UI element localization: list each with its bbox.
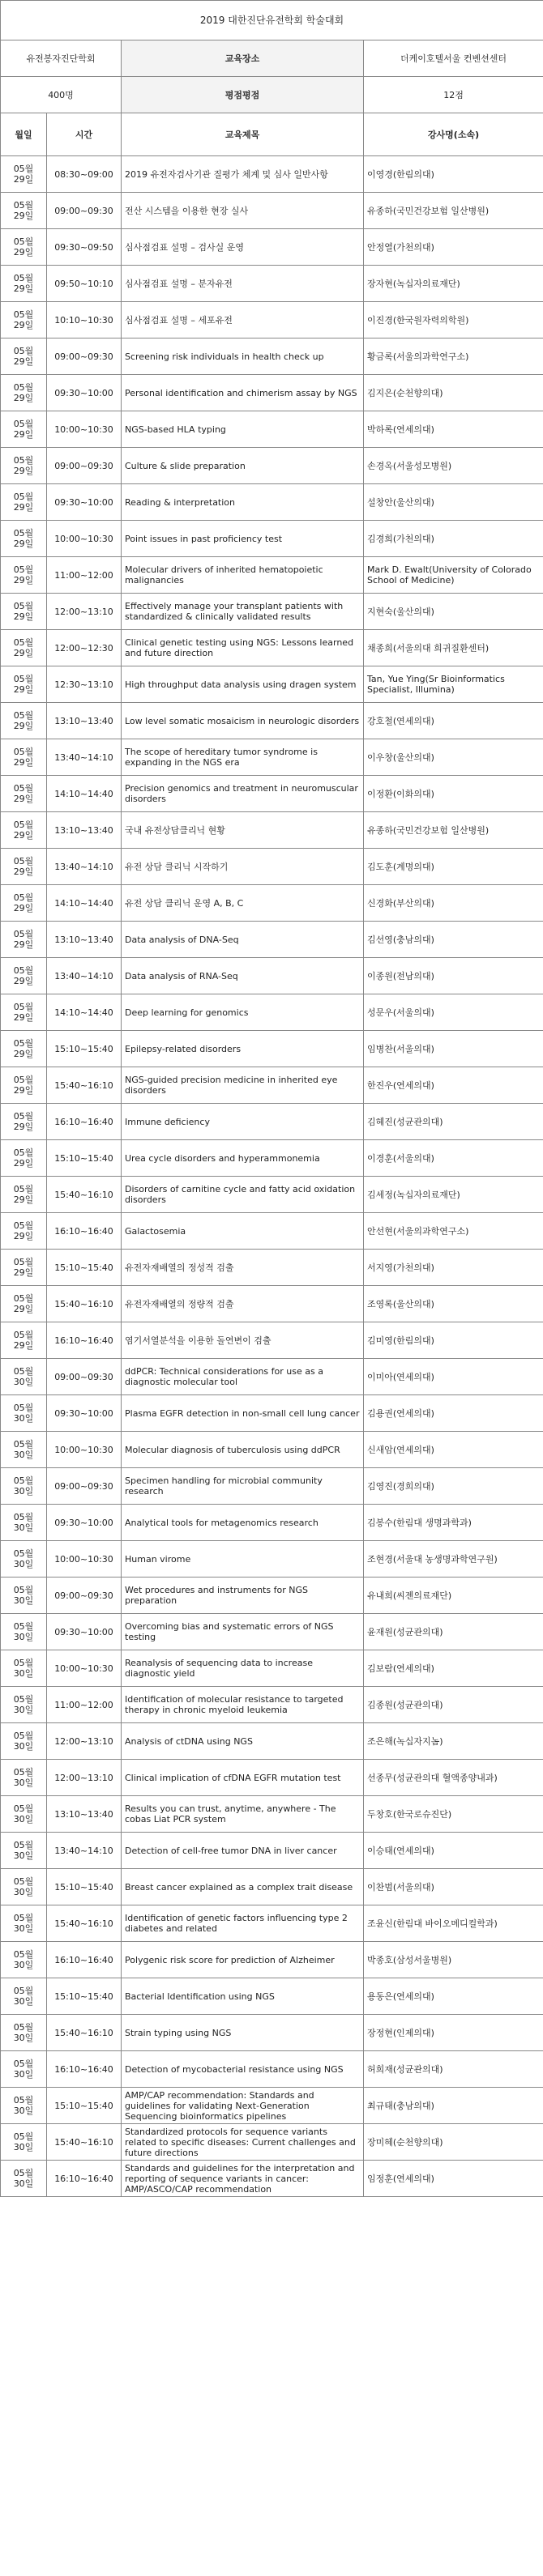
row-time: 16:10~16:40 [47, 2051, 122, 2088]
row-speaker: 임정훈(연세의대) [364, 2161, 543, 2197]
row-title: 2019 유전자검사기관 질평가 체계 및 심사 일반사항 [122, 156, 364, 193]
row-speaker: 황금록(서울의과학연구소) [364, 338, 543, 375]
row-date: 05월 30일 [1, 1978, 47, 2015]
row-date: 05월 29일 [1, 521, 47, 557]
row-title: Immune deficiency [122, 1104, 364, 1140]
row-date: 05월 30일 [1, 1505, 47, 1541]
row-title: Wet procedures and instruments for NGS preparation [122, 1578, 364, 1614]
row-date: 05월 29일 [1, 557, 47, 594]
row-speaker: 이영경(한림의대) [364, 156, 543, 193]
row-time: 09:00~09:30 [47, 193, 122, 229]
row-speaker: 김세정(녹십자의료재단) [364, 1177, 543, 1213]
row-title: High throughput data analysis using dragen system [122, 666, 364, 703]
row-date: 05월 30일 [1, 1723, 47, 1760]
table-row [1, 1760, 543, 1796]
row-date: 05월 29일 [1, 849, 47, 885]
row-title: Human virome [122, 1541, 364, 1578]
row-title: Molecular drivers of inherited hematopoietic malignancies [122, 557, 364, 594]
row-date: 05월 29일 [1, 885, 47, 922]
table-row [1, 1213, 543, 1250]
row-time: 12:00~13:10 [47, 1723, 122, 1760]
row-title: Analysis of ctDNA using NGS [122, 1723, 364, 1760]
row-title: 유전자재배열의 정량적 검출 [122, 1286, 364, 1322]
table-row [1, 2051, 543, 2088]
row-speaker: 허희재(성균관의대) [364, 2051, 543, 2088]
row-date: 05월 29일 [1, 229, 47, 266]
row-title: Standardized protocols for sequence variants related to specific diseases: Current challenges and future directions [122, 2124, 364, 2161]
row-time: 09:30~10:00 [47, 1614, 122, 1650]
row-title: Clinical implication of cfDNA EGFR mutation test [122, 1760, 364, 1796]
row-speaker: 김미영(한림의대) [364, 1322, 543, 1359]
row-speaker: 유내희(씨젠의료재단) [364, 1578, 543, 1614]
table-row [1, 739, 543, 776]
row-title: Deep learning for genomics [122, 994, 364, 1031]
row-date: 05월 29일 [1, 1177, 47, 1213]
row-speaker: Tan, Yue Ying(Sr Bioinformatics Specialist, Illumina) [364, 666, 543, 703]
row-speaker: 임병찬(서울의대) [364, 1031, 543, 1067]
row-date: 05월 30일 [1, 1905, 47, 1942]
row-speaker: 조은해(녹십자지놈) [364, 1723, 543, 1760]
row-title: Disorders of carnitine cycle and fatty acid oxidation disorders [122, 1177, 364, 1213]
row-speaker: 장미혜(순천향의대) [364, 2124, 543, 2161]
row-speaker: 박하록(연세의대) [364, 411, 543, 448]
table-row [1, 1687, 543, 1723]
row-speaker: 박종호(삼성서울병원) [364, 1942, 543, 1978]
row-time: 12:30~13:10 [47, 666, 122, 703]
row-title: Identification of molecular resistance to targeted therapy in chronic myeloid leukemia [122, 1687, 364, 1723]
table-row [1, 994, 543, 1031]
row-title: Identification of genetic factors influencing type 2 diabetes and related [122, 1905, 364, 1942]
table-row [1, 411, 543, 448]
table-row [1, 849, 543, 885]
row-title: 심사점검표 설명 – 분자유전 [122, 266, 364, 302]
row-speaker: 신새암(연세의대) [364, 1432, 543, 1468]
row-speaker: 김경희(가천의대) [364, 521, 543, 557]
row-title: Screening risk individuals in health check up [122, 338, 364, 375]
row-title: Detection of cell-free tumor DNA in liver cancer [122, 1833, 364, 1869]
row-time: 11:00~12:00 [47, 557, 122, 594]
row-date: 05월 30일 [1, 1650, 47, 1687]
row-date: 05월 29일 [1, 1322, 47, 1359]
row-speaker: 김지은(순천향의대) [364, 375, 543, 411]
table-row [1, 1578, 543, 1614]
row-date: 05월 29일 [1, 484, 47, 521]
table-row [1, 156, 543, 193]
row-speaker: 이종원(전남의대) [364, 958, 543, 994]
table-row [1, 1286, 543, 1322]
row-title: Strain typing using NGS [122, 2015, 364, 2051]
row-speaker: 한진우(연세의대) [364, 1067, 543, 1104]
row-speaker: 김용권(연세의대) [364, 1395, 543, 1432]
row-speaker: 이진경(한국원자력의학원) [364, 302, 543, 338]
table-row [1, 557, 543, 594]
row-title: Bacterial Identification using NGS [122, 1978, 364, 2015]
row-title: Galactosemia [122, 1213, 364, 1250]
table-row [1, 1359, 543, 1395]
row-title: Detection of mycobacterial resistance using NGS [122, 2051, 364, 2088]
row-time: 13:40~14:10 [47, 958, 122, 994]
row-title: Reading & interpretation [122, 484, 364, 521]
organizer-name: 유전봉자진단학회 [1, 40, 122, 77]
row-title: Standards and guidelines for the interpretation and reporting of sequence variants in cancer: AMP/ASCO/CAP recommendation [122, 2161, 364, 2197]
row-date: 05월 29일 [1, 630, 47, 666]
row-time: 09:00~09:30 [47, 1578, 122, 1614]
row-title: 심사점검표 설명 – 검사실 운영 [122, 229, 364, 266]
row-title: Breast cancer explained as a complex trait disease [122, 1869, 364, 1905]
row-speaker: 김혜진(성균관의대) [364, 1104, 543, 1140]
table-row [1, 302, 543, 338]
table-row [1, 1104, 543, 1140]
row-time: 15:10~15:40 [47, 1250, 122, 1286]
row-speaker: 조윤신(한림대 바이오메디컬학과) [364, 1905, 543, 1942]
table-row [1, 1395, 543, 1432]
header-time: 시간 [47, 113, 122, 156]
row-speaker: 이미아(연세의대) [364, 1359, 543, 1395]
table-row [1, 448, 543, 484]
table-row [1, 776, 543, 812]
row-date: 05월 29일 [1, 1250, 47, 1286]
row-title: Polygenic risk score for prediction of Alzheimer [122, 1942, 364, 1978]
row-speaker: 안선현(서울의과학연구소) [364, 1213, 543, 1250]
table-row [1, 703, 543, 739]
row-time: 12:00~12:30 [47, 630, 122, 666]
row-title: Low level somatic mosaicism in neurologic disorders [122, 703, 364, 739]
row-time: 13:40~14:10 [47, 1833, 122, 1869]
row-speaker: 설창안(울산의대) [364, 484, 543, 521]
row-date: 05월 29일 [1, 266, 47, 302]
table-header-row [1, 113, 543, 156]
row-time: 10:10~10:30 [47, 302, 122, 338]
row-time: 15:10~15:40 [47, 1978, 122, 2015]
table-row [1, 2161, 543, 2197]
row-title: Culture & slide preparation [122, 448, 364, 484]
row-time: 09:30~10:00 [47, 375, 122, 411]
row-speaker: 장자현(녹십자의료재단) [364, 266, 543, 302]
venue-value: 더케이호텔서울 컨벤션센터 [364, 40, 543, 77]
row-time: 09:00~09:30 [47, 338, 122, 375]
row-speaker: 유종하(국민건강보험 일산병원) [364, 812, 543, 849]
row-time: 16:10~16:40 [47, 1104, 122, 1140]
row-time: 14:10~14:40 [47, 994, 122, 1031]
row-title: Specimen handling for microbial community research [122, 1468, 364, 1505]
table-row [1, 1250, 543, 1286]
row-date: 05월 29일 [1, 1213, 47, 1250]
row-date: 05월 30일 [1, 2088, 47, 2124]
row-date: 05월 30일 [1, 1432, 47, 1468]
row-title: 전산 시스템을 이용한 현장 실사 [122, 193, 364, 229]
row-title: Results you can trust, anytime, anywhere - The cobas Liat PCR system [122, 1796, 364, 1833]
table-row [1, 1614, 543, 1650]
table-row [1, 1905, 543, 1942]
header-date: 월일 [1, 113, 47, 156]
table-row [1, 630, 543, 666]
row-title: Plasma EGFR detection in non-small cell lung cancer [122, 1395, 364, 1432]
row-title: Point issues in past proficiency test [122, 521, 364, 557]
row-time: 16:10~16:40 [47, 1322, 122, 1359]
row-time: 15:40~16:10 [47, 2124, 122, 2161]
table-row [1, 484, 543, 521]
row-time: 15:10~15:40 [47, 1869, 122, 1905]
row-date: 05월 30일 [1, 1395, 47, 1432]
table-row [1, 338, 543, 375]
table-row [1, 1067, 543, 1104]
table-row [1, 1432, 543, 1468]
row-date: 05월 30일 [1, 1796, 47, 1833]
table-row [1, 2124, 543, 2161]
row-date: 05월 30일 [1, 2051, 47, 2088]
table-row [1, 1322, 543, 1359]
row-speaker: 이경훈(서울의대) [364, 1140, 543, 1177]
row-date: 05월 29일 [1, 1140, 47, 1177]
row-title: Overcoming bias and systematic errors of NGS testing [122, 1614, 364, 1650]
header-speaker: 강사명(소속) [364, 113, 543, 156]
row-title: NGS-guided precision medicine in inherited eye disorders [122, 1067, 364, 1104]
row-time: 09:00~09:30 [47, 448, 122, 484]
row-title: Analytical tools for metagenomics research [122, 1505, 364, 1541]
row-date: 05월 30일 [1, 1760, 47, 1796]
row-title: 유전 상담 클리닉 운영 A, B, C [122, 885, 364, 922]
table-row [1, 2015, 543, 2051]
row-date: 05월 30일 [1, 2161, 47, 2197]
row-speaker: 안정열(가천의대) [364, 229, 543, 266]
row-time: 09:30~10:00 [47, 484, 122, 521]
row-date: 05월 30일 [1, 1687, 47, 1723]
row-speaker: 성문우(서울의대) [364, 994, 543, 1031]
table-row [1, 1942, 543, 1978]
row-time: 10:00~10:30 [47, 411, 122, 448]
row-date: 05월 30일 [1, 1833, 47, 1869]
row-time: 09:30~10:00 [47, 1505, 122, 1541]
table-row [1, 594, 543, 630]
row-time: 09:30~10:00 [47, 1395, 122, 1432]
row-speaker: 김선영(충남의대) [364, 922, 543, 958]
info-row-credit [1, 77, 543, 113]
row-title: Personal identification and chimerism assay by NGS [122, 375, 364, 411]
row-speaker: 채종희(서울의대 희귀질환센터) [364, 630, 543, 666]
table-row [1, 229, 543, 266]
row-title: The scope of hereditary tumor syndrome is expanding in the NGS era [122, 739, 364, 776]
row-date: 05월 29일 [1, 958, 47, 994]
table-row [1, 1541, 543, 1578]
table-row [1, 1177, 543, 1213]
row-speaker: 윤재원(성균관의대) [364, 1614, 543, 1650]
header-title: 교육제목 [122, 113, 364, 156]
row-date: 05월 29일 [1, 1067, 47, 1104]
row-date: 05월 29일 [1, 812, 47, 849]
row-speaker: 선종무(성균관의대 혈액종양내과) [364, 1760, 543, 1796]
row-speaker: 이정환(이화의대) [364, 776, 543, 812]
row-date: 05월 30일 [1, 1942, 47, 1978]
table-row [1, 375, 543, 411]
row-time: 15:10~15:40 [47, 2088, 122, 2124]
table-row [1, 1833, 543, 1869]
row-time: 14:10~14:40 [47, 885, 122, 922]
row-title: 유전 상담 클리닉 시작하기 [122, 849, 364, 885]
row-speaker: Mark D. Ewalt(University of Colorado School of Medicine) [364, 557, 543, 594]
row-date: 05월 29일 [1, 375, 47, 411]
table-row [1, 812, 543, 849]
row-time: 13:10~13:40 [47, 703, 122, 739]
row-time: 11:00~12:00 [47, 1687, 122, 1723]
row-time: 15:40~16:10 [47, 1286, 122, 1322]
row-date: 05월 29일 [1, 338, 47, 375]
row-speaker: 김보람(연세의대) [364, 1650, 543, 1687]
row-title: Reanalysis of sequencing data to increase diagnostic yield [122, 1650, 364, 1687]
row-title: ddPCR: Technical considerations for use as a diagnostic molecular tool [122, 1359, 364, 1395]
credit-value: 12점 [364, 77, 543, 113]
row-date: 05월 29일 [1, 302, 47, 338]
row-speaker: 이찬범(서울의대) [364, 1869, 543, 1905]
row-title: 국내 유전상담클리닉 현황 [122, 812, 364, 849]
row-time: 15:10~15:40 [47, 1140, 122, 1177]
row-speaker: 장정현(인제의대) [364, 2015, 543, 2051]
row-speaker: 최규태(충남의대) [364, 2088, 543, 2124]
row-title: Molecular diagnosis of tuberculosis using ddPCR [122, 1432, 364, 1468]
table-row [1, 1140, 543, 1177]
row-date: 05월 29일 [1, 193, 47, 229]
row-time: 09:50~10:10 [47, 266, 122, 302]
row-title: Data analysis of RNA-Seq [122, 958, 364, 994]
row-title: AMP/CAP recommendation: Standards and guidelines for validating Next-Generation Sequencing bioinformatics pipelines [122, 2088, 364, 2124]
table-row [1, 1505, 543, 1541]
row-date: 05월 30일 [1, 1614, 47, 1650]
table-row [1, 885, 543, 922]
row-title: Precision genomics and treatment in neuromuscular disorders [122, 776, 364, 812]
row-speaker: 김영진(경희의대) [364, 1468, 543, 1505]
credit-label: 평점평점 [122, 77, 364, 113]
row-time: 09:00~09:30 [47, 1468, 122, 1505]
table-row [1, 666, 543, 703]
table-row [1, 1031, 543, 1067]
table-row [1, 1468, 543, 1505]
row-date: 05월 30일 [1, 1578, 47, 1614]
info-row-venue [1, 40, 543, 77]
row-time: 15:40~16:10 [47, 1067, 122, 1104]
row-time: 16:10~16:40 [47, 1213, 122, 1250]
row-time: 16:10~16:40 [47, 1942, 122, 1978]
row-date: 05월 29일 [1, 666, 47, 703]
row-date: 05월 30일 [1, 1359, 47, 1395]
table-row [1, 1650, 543, 1687]
row-time: 10:00~10:30 [47, 1650, 122, 1687]
row-time: 08:30~09:00 [47, 156, 122, 193]
row-speaker: 서지영(가천의대) [364, 1250, 543, 1286]
row-speaker: 신경화(부산의대) [364, 885, 543, 922]
table-row [1, 2088, 543, 2124]
row-date: 05월 29일 [1, 448, 47, 484]
table-row [1, 521, 543, 557]
row-speaker: 김종원(성균관의대) [364, 1687, 543, 1723]
row-date: 05월 29일 [1, 994, 47, 1031]
row-date: 05월 29일 [1, 739, 47, 776]
row-time: 15:10~15:40 [47, 1031, 122, 1067]
row-speaker: 손경옥(서울성모병원) [364, 448, 543, 484]
table-row [1, 958, 543, 994]
row-time: 09:30~09:50 [47, 229, 122, 266]
row-time: 13:40~14:10 [47, 739, 122, 776]
row-date: 05월 29일 [1, 156, 47, 193]
attendee-count: 400명 [1, 77, 122, 113]
row-title: 염기서열분석을 이용한 돌연변이 검출 [122, 1322, 364, 1359]
row-time: 15:40~16:10 [47, 1905, 122, 1942]
row-speaker: 두창호(한국로슈진단) [364, 1796, 543, 1833]
row-date: 05월 30일 [1, 1468, 47, 1505]
row-time: 12:00~13:10 [47, 1760, 122, 1796]
row-time: 10:00~10:30 [47, 1541, 122, 1578]
row-speaker: 이우창(울산의대) [364, 739, 543, 776]
venue-label: 교육장소 [122, 40, 364, 77]
row-speaker: 조현경(서울대 농생명과학연구원) [364, 1541, 543, 1578]
row-date: 05월 30일 [1, 1869, 47, 1905]
table-row [1, 1978, 543, 2015]
table-row [1, 1796, 543, 1833]
row-time: 12:00~13:10 [47, 594, 122, 630]
row-title: 심사점검표 설명 – 세포유전 [122, 302, 364, 338]
row-date: 05월 30일 [1, 1541, 47, 1578]
row-time: 10:00~10:30 [47, 1432, 122, 1468]
row-time: 09:00~09:30 [47, 1359, 122, 1395]
row-date: 05월 29일 [1, 922, 47, 958]
row-speaker: 강호철(연세의대) [364, 703, 543, 739]
row-time: 16:10~16:40 [47, 2161, 122, 2197]
row-date: 05월 29일 [1, 1286, 47, 1322]
table-row [1, 266, 543, 302]
row-date: 05월 29일 [1, 1104, 47, 1140]
row-date: 05월 30일 [1, 2015, 47, 2051]
row-date: 05월 29일 [1, 411, 47, 448]
table-row [1, 193, 543, 229]
row-speaker: 조영록(울산의대) [364, 1286, 543, 1322]
row-time: 13:10~13:40 [47, 1796, 122, 1833]
row-speaker: 김도훈(계명의대) [364, 849, 543, 885]
row-time: 15:40~16:10 [47, 1177, 122, 1213]
row-title: 유전자재배열의 정성적 검출 [122, 1250, 364, 1286]
row-speaker: 유종하(국민건강보험 일산병원) [364, 193, 543, 229]
row-speaker: 용동은(연세의대) [364, 1978, 543, 2015]
row-date: 05월 30일 [1, 2124, 47, 2161]
page-title: 2019 대한진단유전학회 학술대회 [1, 1, 543, 40]
row-title: Clinical genetic testing using NGS: Lessons learned and future direction [122, 630, 364, 666]
row-speaker: 김봉수(한림대 생명과학과) [364, 1505, 543, 1541]
row-title: Data analysis of DNA-Seq [122, 922, 364, 958]
row-date: 05월 29일 [1, 703, 47, 739]
row-title: Epilepsy-related disorders [122, 1031, 364, 1067]
row-time: 10:00~10:30 [47, 521, 122, 557]
row-title: Urea cycle disorders and hyperammonemia [122, 1140, 364, 1177]
table-row [1, 922, 543, 958]
row-date: 05월 29일 [1, 776, 47, 812]
row-speaker: 이승태(연세의대) [364, 1833, 543, 1869]
row-time: 14:10~14:40 [47, 776, 122, 812]
table-row [1, 1869, 543, 1905]
row-time: 13:10~13:40 [47, 812, 122, 849]
row-title: Effectively manage your transplant patients with standardized & clinically validated results [122, 594, 364, 630]
row-time: 13:40~14:10 [47, 849, 122, 885]
row-title: NGS-based HLA typing [122, 411, 364, 448]
row-date: 05월 29일 [1, 594, 47, 630]
row-time: 15:40~16:10 [47, 2015, 122, 2051]
row-date: 05월 29일 [1, 1031, 47, 1067]
table-row [1, 1723, 543, 1760]
row-speaker: 지현숙(울산의대) [364, 594, 543, 630]
row-time: 13:10~13:40 [47, 922, 122, 958]
